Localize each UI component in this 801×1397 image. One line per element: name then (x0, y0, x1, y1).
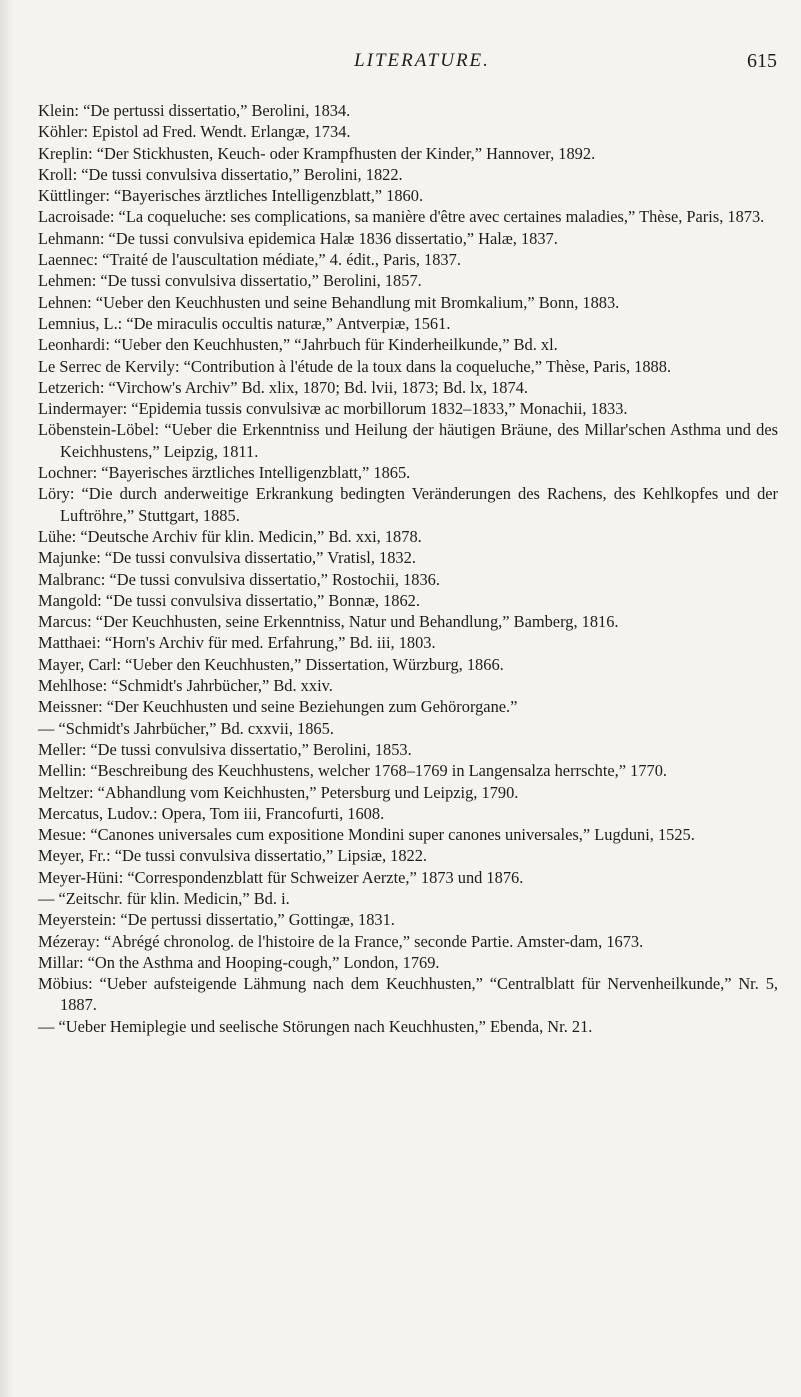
bibliography-entry: Le Serrec de Kervily: “Contribution à l'étude de la toux dans la coqueluche,” Thèse, Paris, 1888. (38, 356, 672, 376)
bibliography-entry: Meyer, Fr.: “De tussi convulsiva dissertatio,” Lipsiæ, 1822. (38, 846, 428, 866)
bibliography-entry: Millar: “On the Asthma and Hooping-cough,” London, 1769. (38, 952, 440, 972)
bibliography-entry: — “Ueber Hemiplegie und seelische Störungen nach Keuchhusten,” Ebenda, Nr. 21. (38, 1016, 593, 1036)
bibliography-entry: Leonhardi: “Ueber den Keuchhusten,” “Jahrbuch für Kinderheilkunde,” Bd. xl. (38, 335, 558, 355)
bibliography-entry: Mayer, Carl: “Ueber den Keuchhusten,” Dissertation, Würzburg, 1866. (38, 654, 504, 674)
bibliography-entry: Lühe: “Deutsche Archiv für klin. Medicin,” Bd. xxi, 1878. (38, 526, 422, 546)
bibliography-entry: Majunke: “De tussi convulsiva dissertatio,” Vratisl, 1832. (38, 548, 416, 568)
bibliography-entry: Lehmann: “De tussi convulsiva epidemica Halæ 1836 dissertatio,” Halæ, 1837. (38, 228, 558, 248)
bibliography-entry: Kroll: “De tussi convulsiva dissertatio,” Berolini, 1822. (38, 164, 403, 184)
bibliography-entry: Lindermayer: “Epidemia tussis convulsivæ ac morbillorum 1832–1833,” Monachii, 1833. (38, 399, 628, 419)
running-head: LITERATURE. (354, 50, 490, 71)
bibliography-entry: Lehmen: “De tussi convulsiva dissertatio,” Berolini, 1857. (38, 271, 422, 291)
page-number: 615 (747, 50, 777, 72)
bibliography-entry: Meissner: “Der Keuchhusten und seine Beziehungen zum Gehörorgane.” (38, 697, 518, 717)
page-header (262, 50, 777, 82)
bibliography-entry: Mercatus, Ludov.: Opera, Tom iii, Francofurti, 1608. (38, 803, 385, 823)
bibliography-entry: Küttlinger: “Bayerisches ärztliches Intelligenzblatt,” 1860. (38, 186, 424, 206)
bibliography-entry: Meyer-Hüni: “Correspondenzblatt für Schweizer Aerzte,” 1873 und 1876. (38, 867, 524, 887)
bibliography-entry: Laennec: “Traité de l'auscultation médiate,” 4. édit., Paris, 1837. (38, 250, 461, 270)
bibliography-entry: Matthaei: “Horn's Archiv für med. Erfahrung,” Bd. iii, 1803. (38, 633, 436, 653)
bibliography-entry: Meller: “De tussi convulsiva dissertatio,” Berolini, 1853. (38, 739, 412, 759)
bibliography-entry: Kreplin: “Der Stickhusten, Keuch- oder Krampfhusten der Kinder,” Hannover, 1892. (38, 143, 596, 163)
bibliography-entry: Meyerstein: “De pertussi dissertatio,” Gottingæ, 1831. (38, 910, 395, 930)
bibliography-entry: Möbius: “Ueber aufsteigende Lähmung nach dem Keuchhusten,” “Centralblatt für Nervenheilkunde,” Nr. 5, 1887. (38, 974, 778, 1015)
bibliography-entry: Löry: “Die durch anderweitige Erkrankung bedingten Veränderungen des Rachens, des Kehlkopfes und der Luftröhre,” Stuttgart, 1885. (38, 484, 778, 525)
page-gutter-shadow (0, 0, 14, 1397)
bibliography-entry: Meltzer: “Abhandlung vom Keichhusten,” Petersburg und Leipzig, 1790. (38, 782, 519, 802)
bibliography-entry: Mehlhose: “Schmidt's Jahrbücher,” Bd. xxiv. (38, 676, 333, 696)
bibliography-entry: Köhler: Epistol ad Fred. Wendt. Erlangæ, 1734. (38, 122, 351, 142)
bibliography-entry: Mézeray: “Abrégé chronolog. de l'histoire de la France,” seconde Partie. Amster-dam, 1673. (38, 931, 644, 951)
bibliography-entry: Löbenstein-Löbel: “Ueber die Erkenntniss und Heilung der häutigen Bräune, des Millar'schen Asthma und des Keichhustens,” Leipzig, 1811. (38, 420, 778, 461)
bibliography-entry: Lemnius, L.: “De miraculis occultis naturæ,” Antverpiæ, 1561. (38, 313, 451, 333)
bibliography-list (38, 100, 778, 1037)
bibliography-entry: Lacroisade: “La coqueluche: ses complications, sa manière d'être avec certaines maladies,” Thèse, Paris, 1873. (38, 207, 765, 227)
bibliography-entry: Mangold: “De tussi convulsiva dissertatio,” Bonnæ, 1862. (38, 590, 420, 610)
bibliography-entry: — “Zeitschr. für klin. Medicin,” Bd. i. (38, 888, 290, 908)
bibliography-entry: Lochner: “Bayerisches ärztliches Intelligenzblatt,” 1865. (38, 463, 411, 483)
bibliography-entry: Letzerich: “Virchow's Archiv” Bd. xlix, 1870; Bd. lvii, 1873; Bd. lx, 1874. (38, 377, 528, 397)
bibliography-entry: Marcus: “Der Keuchhusten, seine Erkenntniss, Natur und Behandlung,” Bamberg, 1816. (38, 612, 619, 632)
bibliography-entry: Klein: “De pertussi dissertatio,” Berolini, 1834. (38, 101, 351, 120)
bibliography-entry: — “Schmidt's Jahrbücher,” Bd. cxxvii, 1865. (38, 718, 334, 738)
bibliography-entry: Malbranc: “De tussi convulsiva dissertatio,” Rostochii, 1836. (38, 569, 440, 589)
bibliography-entry: Lehnen: “Ueber den Keuchhusten und seine Behandlung mit Bromkalium,” Bonn, 1883. (38, 292, 620, 312)
bibliography-entry: Mellin: “Beschreibung des Keuchhustens, welcher 1768–1769 in Langensalza herrschte,” 1770. (38, 761, 668, 781)
bibliography-entry: Mesue: “Canones universales cum expositione Mondini super canones universales,” Lugduni, 1525. (38, 825, 695, 845)
